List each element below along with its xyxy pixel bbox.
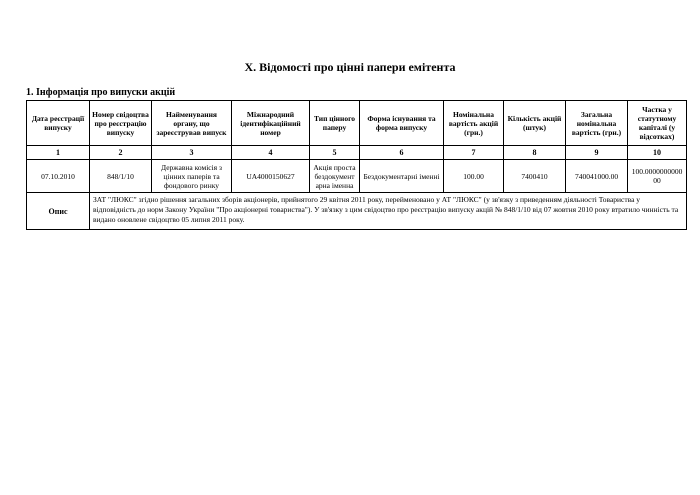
cell-issue-form: Бездокументарні іменні xyxy=(360,160,444,193)
column-number: 10 xyxy=(628,146,687,160)
header-registration-date: Дата реєстрації випуску xyxy=(27,101,90,146)
header-capital-share: Частка у статутному капіталі (у відсотках) xyxy=(628,101,687,146)
description-text: ЗАТ "ЛЮКС" згідно рішення загальних зборів акціонерів, прийнятого 29 квітня 2011 року, перейменовано у АТ "ЛЮКС" (у зв'язку з приведенням діяльності Товариства у відповідність до норм Закону України "Про акціонерні товариства"). У зв'язку з цим свідоцтво про реєстрацію випуску акцій № 848/1/10 від 07 жовтня 2010 року втратило чинність та видано оновлене свідоцтво 05 липня 2011 року. xyxy=(90,193,687,230)
share-issues-table xyxy=(26,100,687,230)
column-number: 2 xyxy=(90,146,152,160)
header-total-nominal-value: Загальна номінальна вартість (грн.) xyxy=(566,101,628,146)
column-number-row xyxy=(27,146,687,160)
column-number: 5 xyxy=(310,146,360,160)
cell-share-count: 7400410 xyxy=(504,160,566,193)
cell-capital-share: 100.000000000000 xyxy=(628,160,687,193)
column-number: 6 xyxy=(360,146,444,160)
column-number: 8 xyxy=(504,146,566,160)
header-security-type: Тип цінного паперу xyxy=(310,101,360,146)
header-share-count: Кількість акцій (штук) xyxy=(504,101,566,146)
section-title: 1. Інформація про випуски акцій xyxy=(26,87,176,98)
column-number: 9 xyxy=(566,146,628,160)
cell-isin: UA4000150627 xyxy=(232,160,310,193)
column-number: 1 xyxy=(27,146,90,160)
column-number: 3 xyxy=(152,146,232,160)
page-title: X. Відомості про цінні папери емітента xyxy=(244,60,456,74)
header-issue-form: Форма існування та форма випуску xyxy=(360,101,444,146)
cell-registration-date: 07.10.2010 xyxy=(27,160,90,193)
cell-security-type: Акція проста бездокумент арна іменна xyxy=(310,160,360,193)
table-row xyxy=(27,160,687,193)
description-row xyxy=(27,193,687,230)
cell-registering-body: Державна комісія з цінних паперів та фондового ринку xyxy=(152,160,232,193)
header-registering-body: Найменування органу, що зареєстрував випуск xyxy=(152,101,232,146)
header-certificate-number: Номер свідоцтва про реєстрацію випуску xyxy=(90,101,152,146)
column-number: 7 xyxy=(444,146,504,160)
header-isin: Міжнародний ідентифікаційний номер xyxy=(232,101,310,146)
header-nominal-value: Номінальна вартість акцій (грн.) xyxy=(444,101,504,146)
description-label: Опис xyxy=(27,193,90,230)
column-number: 4 xyxy=(232,146,310,160)
header-row xyxy=(27,101,687,146)
cell-nominal-value: 100.00 xyxy=(444,160,504,193)
cell-total-nominal-value: 740041000.00 xyxy=(566,160,628,193)
cell-certificate-number: 848/1/10 xyxy=(90,160,152,193)
